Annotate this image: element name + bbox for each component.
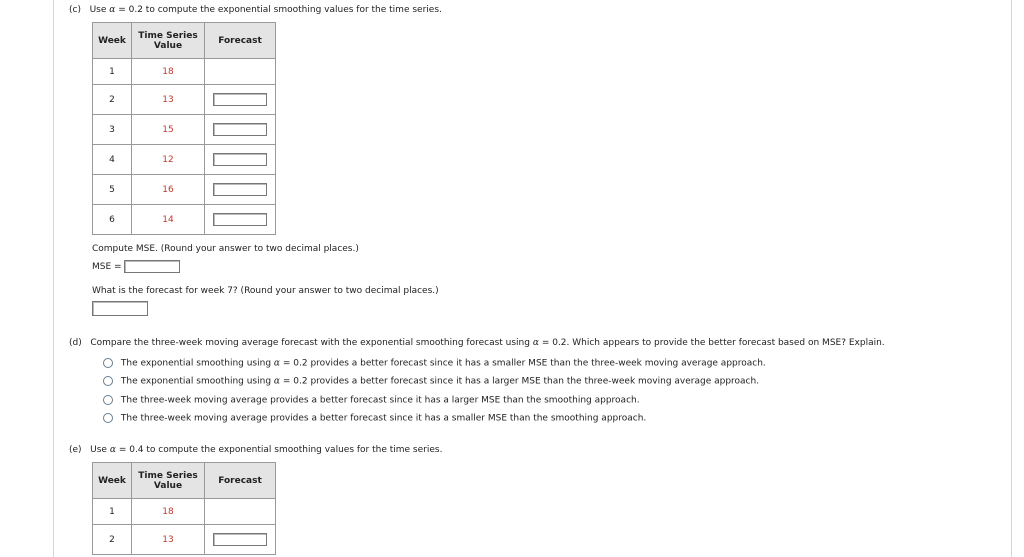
forecast-input-week-6[interactable] (213, 213, 267, 226)
week7-row (92, 301, 148, 316)
radio-button[interactable] (103, 376, 113, 386)
header-week: Week (93, 463, 132, 499)
header-forecast: Forecast (205, 23, 276, 59)
part-e-table (92, 462, 276, 555)
option-1-text-b: = 0.2 provides a better forecast since it has a smaller MSE than the three-week moving average approach. (282, 358, 766, 369)
week-cell: 2 (93, 525, 132, 555)
part-c-label: (c) (69, 5, 81, 15)
week-cell: 6 (93, 205, 132, 235)
table-row (93, 175, 276, 205)
option-3-text: The three-week moving average provides a better forecast since it has a larger MSE than the smoothing approach. (120, 395, 640, 406)
header-time-series-line1: Time Series (138, 30, 198, 41)
part-c-question (69, 5, 442, 15)
option-4[interactable] (103, 413, 646, 424)
part-d-question (69, 338, 885, 348)
alpha-symbol: α (273, 376, 280, 387)
value-cell: 14 (132, 205, 205, 235)
mse-label: MSE = (92, 262, 122, 272)
week-cell: 3 (93, 115, 132, 145)
value-cell: 15 (132, 115, 205, 145)
week-cell: 4 (93, 145, 132, 175)
alpha-symbol: α (109, 445, 116, 455)
value-cell: 18 (132, 59, 205, 85)
table-row (93, 145, 276, 175)
forecast-cell (205, 525, 276, 555)
value-cell: 13 (132, 525, 205, 555)
radio-button[interactable] (103, 358, 113, 368)
part-d-prompt-b: = 0.2. Which appears to provide the better forecast based on MSE? Explain. (541, 338, 885, 348)
forecast-input-week-2[interactable] (213, 93, 267, 106)
forecast-cell-empty (205, 499, 276, 525)
table-row (93, 499, 276, 525)
header-forecast: Forecast (205, 463, 276, 499)
forecast-input-week-5[interactable] (213, 183, 267, 196)
table-row (93, 205, 276, 235)
part-c-prompt: Use (89, 5, 107, 15)
mse-row (92, 260, 180, 273)
header-time-series-line2: Value (153, 480, 183, 491)
forecast-cell (205, 115, 276, 145)
option-2[interactable] (103, 376, 759, 387)
forecast-cell (205, 205, 276, 235)
value-cell: 12 (132, 145, 205, 175)
week7-prompt: What is the forecast for week 7? (Round your answer to two decimal places.) (92, 286, 439, 296)
part-d-label: (d) (69, 338, 82, 348)
part-e-question (69, 445, 442, 455)
value-cell: 13 (132, 85, 205, 115)
option-4-text: The three-week moving average provides a better forecast since it has a smaller MSE than the smoothing approach. (120, 413, 647, 424)
option-2-text-a: The exponential smoothing using (120, 376, 272, 387)
week-cell: 1 (93, 59, 132, 85)
forecast-input-week-3[interactable] (213, 123, 267, 136)
part-c-prompt-rest: = 0.2 to compute the exponential smoothing values for the time series. (118, 5, 442, 15)
part-c-table (92, 22, 276, 235)
week7-forecast-input[interactable] (92, 301, 148, 316)
header-time-series-line1: Time Series (138, 470, 198, 481)
right-border (1011, 0, 1012, 557)
header-time-series-line2: Value (153, 40, 183, 51)
week-cell: 5 (93, 175, 132, 205)
alpha-symbol: α (532, 338, 539, 348)
part-e-label: (e) (69, 445, 82, 455)
table-header-row (93, 23, 276, 59)
header-time-series (132, 463, 205, 499)
forecast-cell (205, 85, 276, 115)
forecast-input-e-week-2[interactable] (213, 533, 267, 546)
table-row (93, 525, 276, 555)
header-week: Week (93, 23, 132, 59)
option-3[interactable] (103, 395, 640, 406)
header-time-series (132, 23, 205, 59)
left-border (53, 0, 54, 557)
mse-prompt: Compute MSE. (Round your answer to two decimal places.) (92, 244, 359, 254)
alpha-symbol: α (273, 358, 280, 369)
table-header-row (93, 463, 276, 499)
table-row (93, 85, 276, 115)
table-row (93, 115, 276, 145)
radio-button[interactable] (103, 395, 113, 405)
table-row (93, 59, 276, 85)
mse-input[interactable] (124, 260, 180, 273)
alpha-symbol: α (109, 5, 116, 15)
forecast-input-week-4[interactable] (213, 153, 267, 166)
week-cell: 1 (93, 499, 132, 525)
option-1[interactable] (103, 358, 766, 369)
part-d-prompt-a: Compare the three-week moving average forecast with the exponential smoothing forecast using (90, 338, 530, 348)
forecast-cell-empty (205, 59, 276, 85)
part-e-prompt-rest: = 0.4 to compute the exponential smoothing values for the time series. (118, 445, 443, 455)
value-cell: 18 (132, 499, 205, 525)
option-1-text-a: The exponential smoothing using (120, 358, 272, 369)
week-cell: 2 (93, 85, 132, 115)
option-2-text-b: = 0.2 provides a better forecast since it has a larger MSE than the three-week moving average approach. (282, 376, 760, 387)
value-cell: 16 (132, 175, 205, 205)
radio-button[interactable] (103, 413, 113, 423)
forecast-cell (205, 145, 276, 175)
forecast-cell (205, 175, 276, 205)
part-e-prompt: Use (90, 445, 107, 455)
